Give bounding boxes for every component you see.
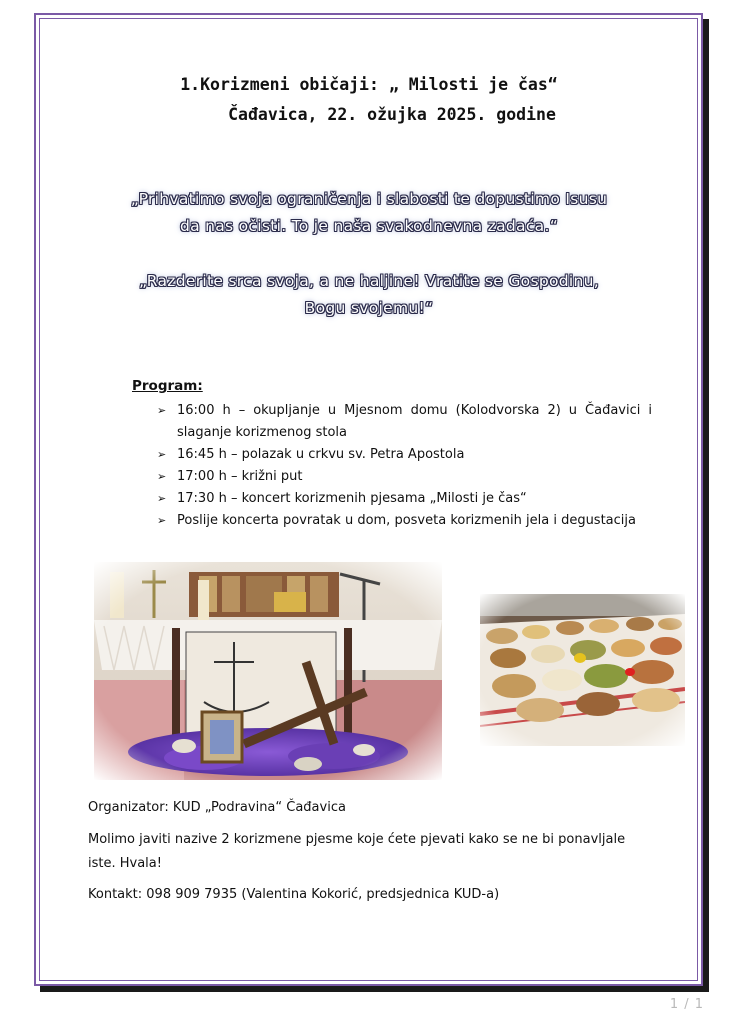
program-item-text: 17:30 h – koncert korizmenih pjesama „Milosti je čas“: [177, 491, 527, 506]
arrow-bullet-icon: ➢: [157, 448, 167, 461]
quote-2: [0, 268, 738, 322]
quote-2-line-1: „Razderite srca svoja, a ne haljine! Vratite se Gospodinu,: [139, 272, 599, 290]
song-request-text: Molimo javiti nazive 2 korizmene pjesme koje ćete pjevati kako se ne bi ponavljale iste. Hvala!: [88, 832, 626, 871]
arrow-bullet-icon: ➢: [157, 514, 167, 527]
quote-1-line-2: da nas očisti. To je naša svakodnevna zadaća.“: [179, 217, 559, 235]
page-indicator: 1 / 1: [669, 997, 704, 1012]
program-item: [157, 510, 652, 532]
document-title: [0, 70, 738, 130]
food-photo-illustration: [480, 594, 685, 746]
arrow-bullet-icon: ➢: [157, 492, 167, 505]
contact-text: Kontakt: 098 909 7935 (Valentina Kokorić, predsjednica KUD-a): [88, 887, 500, 902]
quote-2-line-2: Bogu svojemu!“: [304, 299, 434, 317]
program-item: [157, 466, 652, 488]
quote-1: [0, 186, 738, 240]
program-item: [157, 444, 652, 466]
title-line-1: 1.Korizmeni običaji: „ Milosti je čas“: [180, 75, 558, 94]
food-table-photo: [480, 594, 685, 746]
program-list: [157, 400, 652, 532]
program-item: [157, 488, 652, 510]
altar-with-cross-photo: [94, 562, 442, 780]
program-item-text: 17:00 h – križni put: [177, 469, 303, 484]
arrow-bullet-icon: ➢: [157, 470, 167, 483]
arrow-bullet-icon: ➢: [157, 404, 167, 417]
program-heading: Program:: [132, 378, 203, 394]
program-item-text: Poslije koncerta povratak u dom, posveta korizmenih jela i degustacija: [177, 513, 636, 528]
altar-photo-illustration: [94, 562, 442, 780]
program-item-text: 16:45 h – polazak u crkvu sv. Petra Apostola: [177, 447, 465, 462]
quote-1-line-1: „Prihvatimo svoja ograničenja i slabosti te dopustimo Isusu: [130, 190, 608, 208]
organizer-text: Organizator: KUD „Podravina“ Čađavica: [88, 800, 346, 815]
program-item: [157, 400, 652, 444]
title-line-2: Čađavica, 22. ožujka 2025. godine: [228, 105, 556, 124]
program-item-text: 16:00 h – okupljanje u Mjesnom domu (Kolodvorska 2) u Čađavici i slaganje korizmenog stola: [177, 403, 652, 440]
